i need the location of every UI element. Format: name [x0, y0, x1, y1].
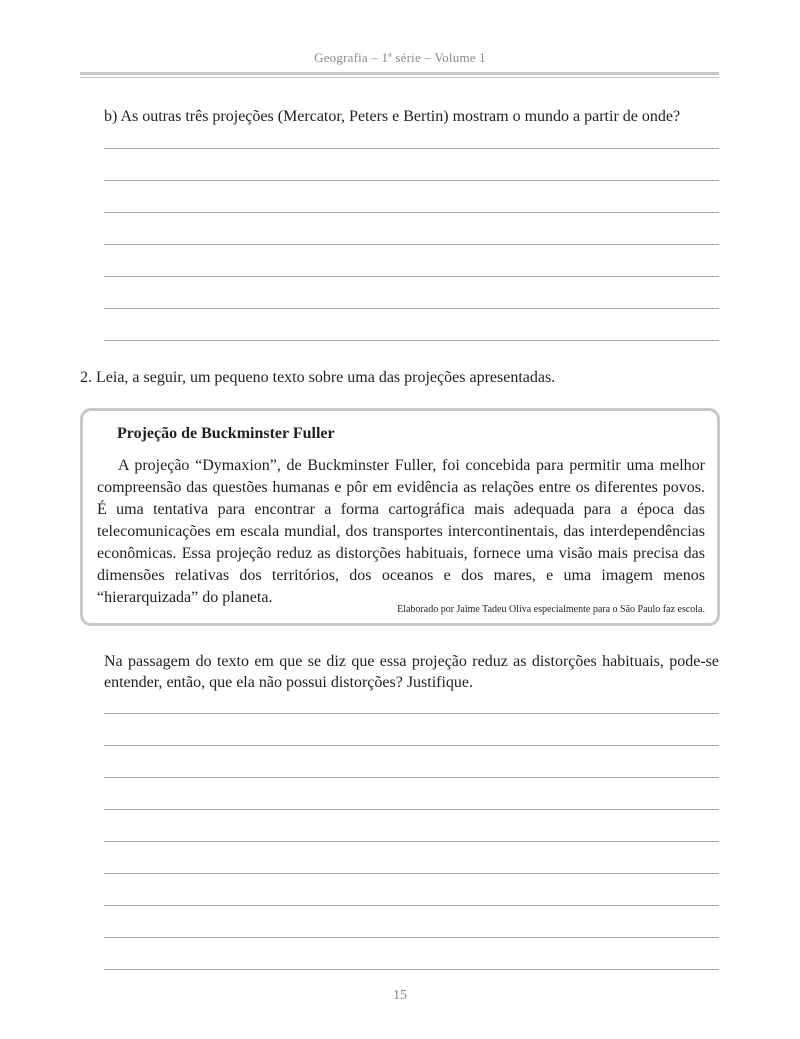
question-2: 2. Leia, a seguir, um pequeno texto sobre uma das projeções apresentadas.: [80, 369, 556, 386]
answer-line-j-7[interactable]: [104, 905, 719, 906]
reading-credit: Elaborado por Jaime Tadeu Oliva especialmente para o São Paulo faz escola.: [397, 604, 705, 615]
question-b: b) As outras três projeções (Mercator, Peters e Bertin) mostram o mundo a partir de onde?: [104, 108, 681, 125]
answer-line-j-3[interactable]: [104, 777, 719, 778]
answer-line-b-4[interactable]: [104, 244, 719, 245]
reading-title: Projeção de Buckminster Fuller: [117, 425, 335, 442]
header-rule-thin: [80, 77, 719, 78]
answer-line-j-8[interactable]: [104, 937, 719, 938]
answer-line-b-3[interactable]: [104, 212, 719, 213]
answer-line-j-4[interactable]: [104, 809, 719, 810]
header-rule-thick: [80, 72, 719, 75]
page-number: 15: [393, 988, 407, 1003]
answer-line-j-2[interactable]: [104, 745, 719, 746]
answer-line-j-1[interactable]: [104, 713, 719, 714]
answer-line-b-5[interactable]: [104, 276, 719, 277]
answer-line-j-5[interactable]: [104, 841, 719, 842]
reading-text-box: [80, 408, 720, 626]
answer-line-b-1[interactable]: [104, 148, 719, 149]
answer-line-b-6[interactable]: [104, 308, 719, 309]
answer-line-b-7[interactable]: [104, 340, 719, 341]
page-header-title: Geografia – 1ª série – Volume 1: [314, 50, 486, 65]
answer-line-b-2[interactable]: [104, 180, 719, 181]
answer-line-j-9[interactable]: [104, 969, 719, 970]
answer-line-j-6[interactable]: [104, 873, 719, 874]
question-justify: Na passagem do texto em que se diz que essa projeção reduz as distorções habituais, pode-se entender, então, que ela não possui distorções? Justifique.: [104, 653, 719, 691]
reading-body: A projeção “Dymaxion”, de Buckminster Fuller, foi concebida para permitir uma melhor compreensão das questões humanas e pôr em evidência as relações entre os diferentes povos. É uma tentativa para encontrar a forma cartográfica mais adequada para a época das telecomunicações em escala mundial, dos transportes intercontinentais, das interdependências econômicas. Essa projeção reduz as distorções habituais, fornece uma visão mais precisa das dimensões relativas dos territórios, dos oceanos e dos mares, e uma imagem menos “hierarquizada” do planeta.: [97, 457, 705, 606]
